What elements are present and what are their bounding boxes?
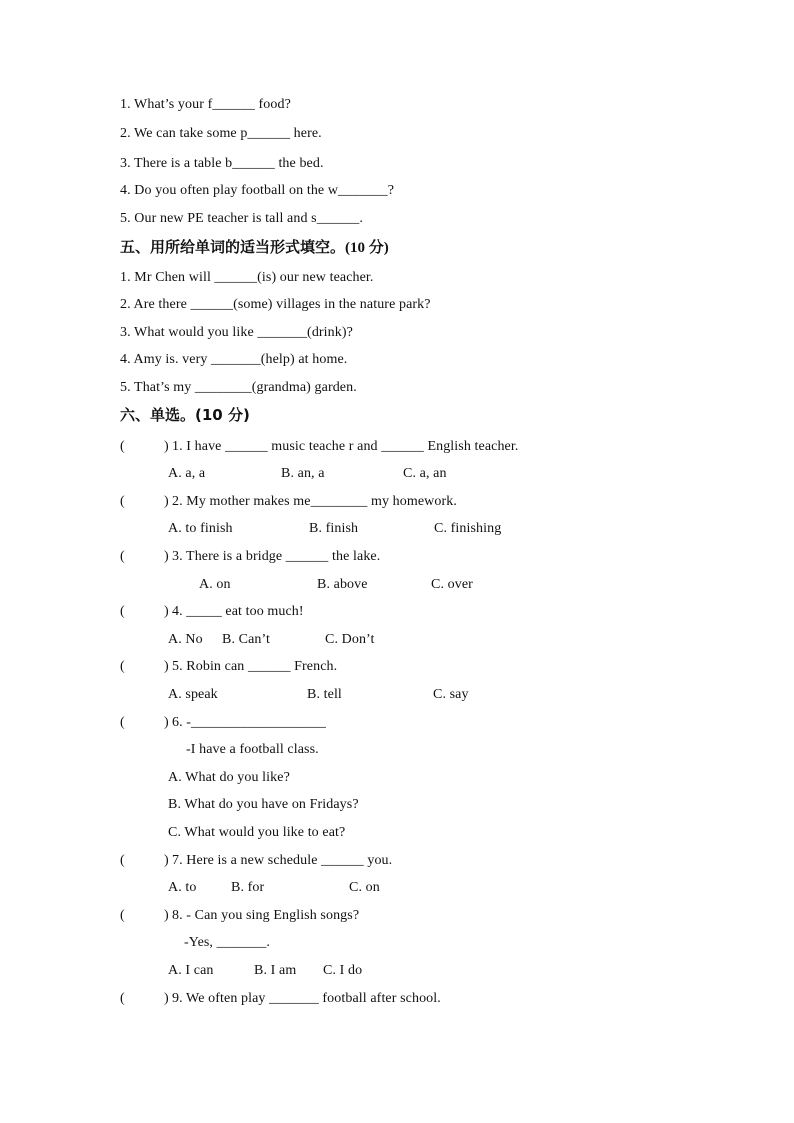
answer-bracket-close: ) (164, 908, 169, 923)
dialogue-reply: -I have a football class. (186, 742, 319, 757)
option-c: C. on (349, 880, 380, 895)
option-b: B. for (231, 880, 265, 895)
fill-blank-item-2: 2. We can take some p______ here. (120, 126, 322, 141)
section-heading-5-points: (10 分) (345, 240, 389, 256)
word-form-item-2: 2. Are there ______(some) villages in the nature park? (120, 297, 431, 312)
answer-bracket-close: ) (164, 853, 169, 868)
option-b: B. What do you have on Fridays? (168, 797, 359, 812)
option-a: A. speak (168, 687, 218, 702)
question-stem-5: 5. Robin can ______ French. (172, 659, 338, 674)
fill-blank-item-4: 4. Do you often play football on the w_______? (120, 183, 395, 198)
answer-bracket-open: ( (120, 494, 125, 509)
option-c: C. finishing (434, 521, 502, 536)
option-c: C. over (431, 577, 473, 592)
answer-bracket-open: ( (120, 991, 125, 1006)
question-stem-6: 6. -___________________ (172, 715, 326, 730)
question-stem-4: 4. _____ eat too much! (172, 604, 304, 619)
option-b: B. an, a (281, 466, 325, 481)
option-a: A. to (168, 880, 197, 895)
question-stem-2: 2. My mother makes me________ my homework. (172, 494, 457, 509)
question-stem-9: 9. We often play _______ football after school. (172, 991, 441, 1006)
word-form-item-1: 1. Mr Chen will ______(is) our new teacher. (120, 270, 374, 285)
option-c: C. What would you like to eat? (168, 825, 346, 840)
option-a: A. a, a (168, 466, 206, 481)
option-c: C. say (433, 687, 469, 702)
option-b: B. finish (309, 521, 359, 536)
fill-blank-item-3: 3. There is a table b______ the bed. (120, 156, 324, 171)
answer-bracket-open: ( (120, 908, 125, 923)
option-c: C. Don’t (325, 632, 375, 647)
answer-bracket-open: ( (120, 715, 125, 730)
answer-bracket-open: ( (120, 604, 125, 619)
dialogue-reply: -Yes, _______. (184, 935, 270, 950)
option-a: A. No (168, 632, 203, 647)
section-heading-5 (120, 238, 389, 257)
word-form-item-5: 5. That’s my ________(grandma) garden. (120, 380, 357, 395)
answer-bracket-close: ) (164, 659, 169, 674)
answer-bracket-open: ( (120, 659, 125, 674)
option-b: B. above (317, 577, 368, 592)
option-b: B. I am (254, 963, 297, 978)
answer-bracket-open: ( (120, 853, 125, 868)
option-c: C. I do (323, 963, 363, 978)
fill-blank-item-5: 5. Our new PE teacher is tall and s______. (120, 211, 363, 226)
section-heading-6: 六、单选。(10 分) (120, 406, 250, 424)
answer-bracket-close: ) (164, 549, 169, 564)
word-form-item-4: 4. Amy is. very _______(help) at home. (120, 352, 348, 367)
answer-bracket-close: ) (164, 494, 169, 509)
question-stem-3: 3. There is a bridge ______ the lake. (172, 549, 381, 564)
answer-bracket-close: ) (164, 604, 169, 619)
answer-bracket-close: ) (164, 715, 169, 730)
answer-bracket-close: ) (164, 991, 169, 1006)
option-a: A. I can (168, 963, 214, 978)
option-b: B. tell (307, 687, 342, 702)
question-stem-8: 8. - Can you sing English songs? (172, 908, 360, 923)
section-heading-5-text: 五、用所给单词的适当形式填空。 (120, 238, 346, 256)
question-stem-1: 1. I have ______ music teache r and ______ English teacher. (172, 439, 519, 454)
option-b: B. Can’t (222, 632, 270, 647)
option-a: A. on (199, 577, 231, 592)
option-a: A. What do you like? (168, 770, 290, 785)
option-a: A. to finish (168, 521, 233, 536)
option-c: C. a, an (403, 466, 447, 481)
fill-blank-item-1: 1. What’s your f______ food? (120, 97, 291, 112)
word-form-item-3: 3. What would you like _______(drink)? (120, 325, 353, 340)
answer-bracket-close: ) (164, 439, 169, 454)
question-stem-7: 7. Here is a new schedule ______ you. (172, 853, 393, 868)
answer-bracket-open: ( (120, 439, 125, 454)
answer-bracket-open: ( (120, 549, 125, 564)
